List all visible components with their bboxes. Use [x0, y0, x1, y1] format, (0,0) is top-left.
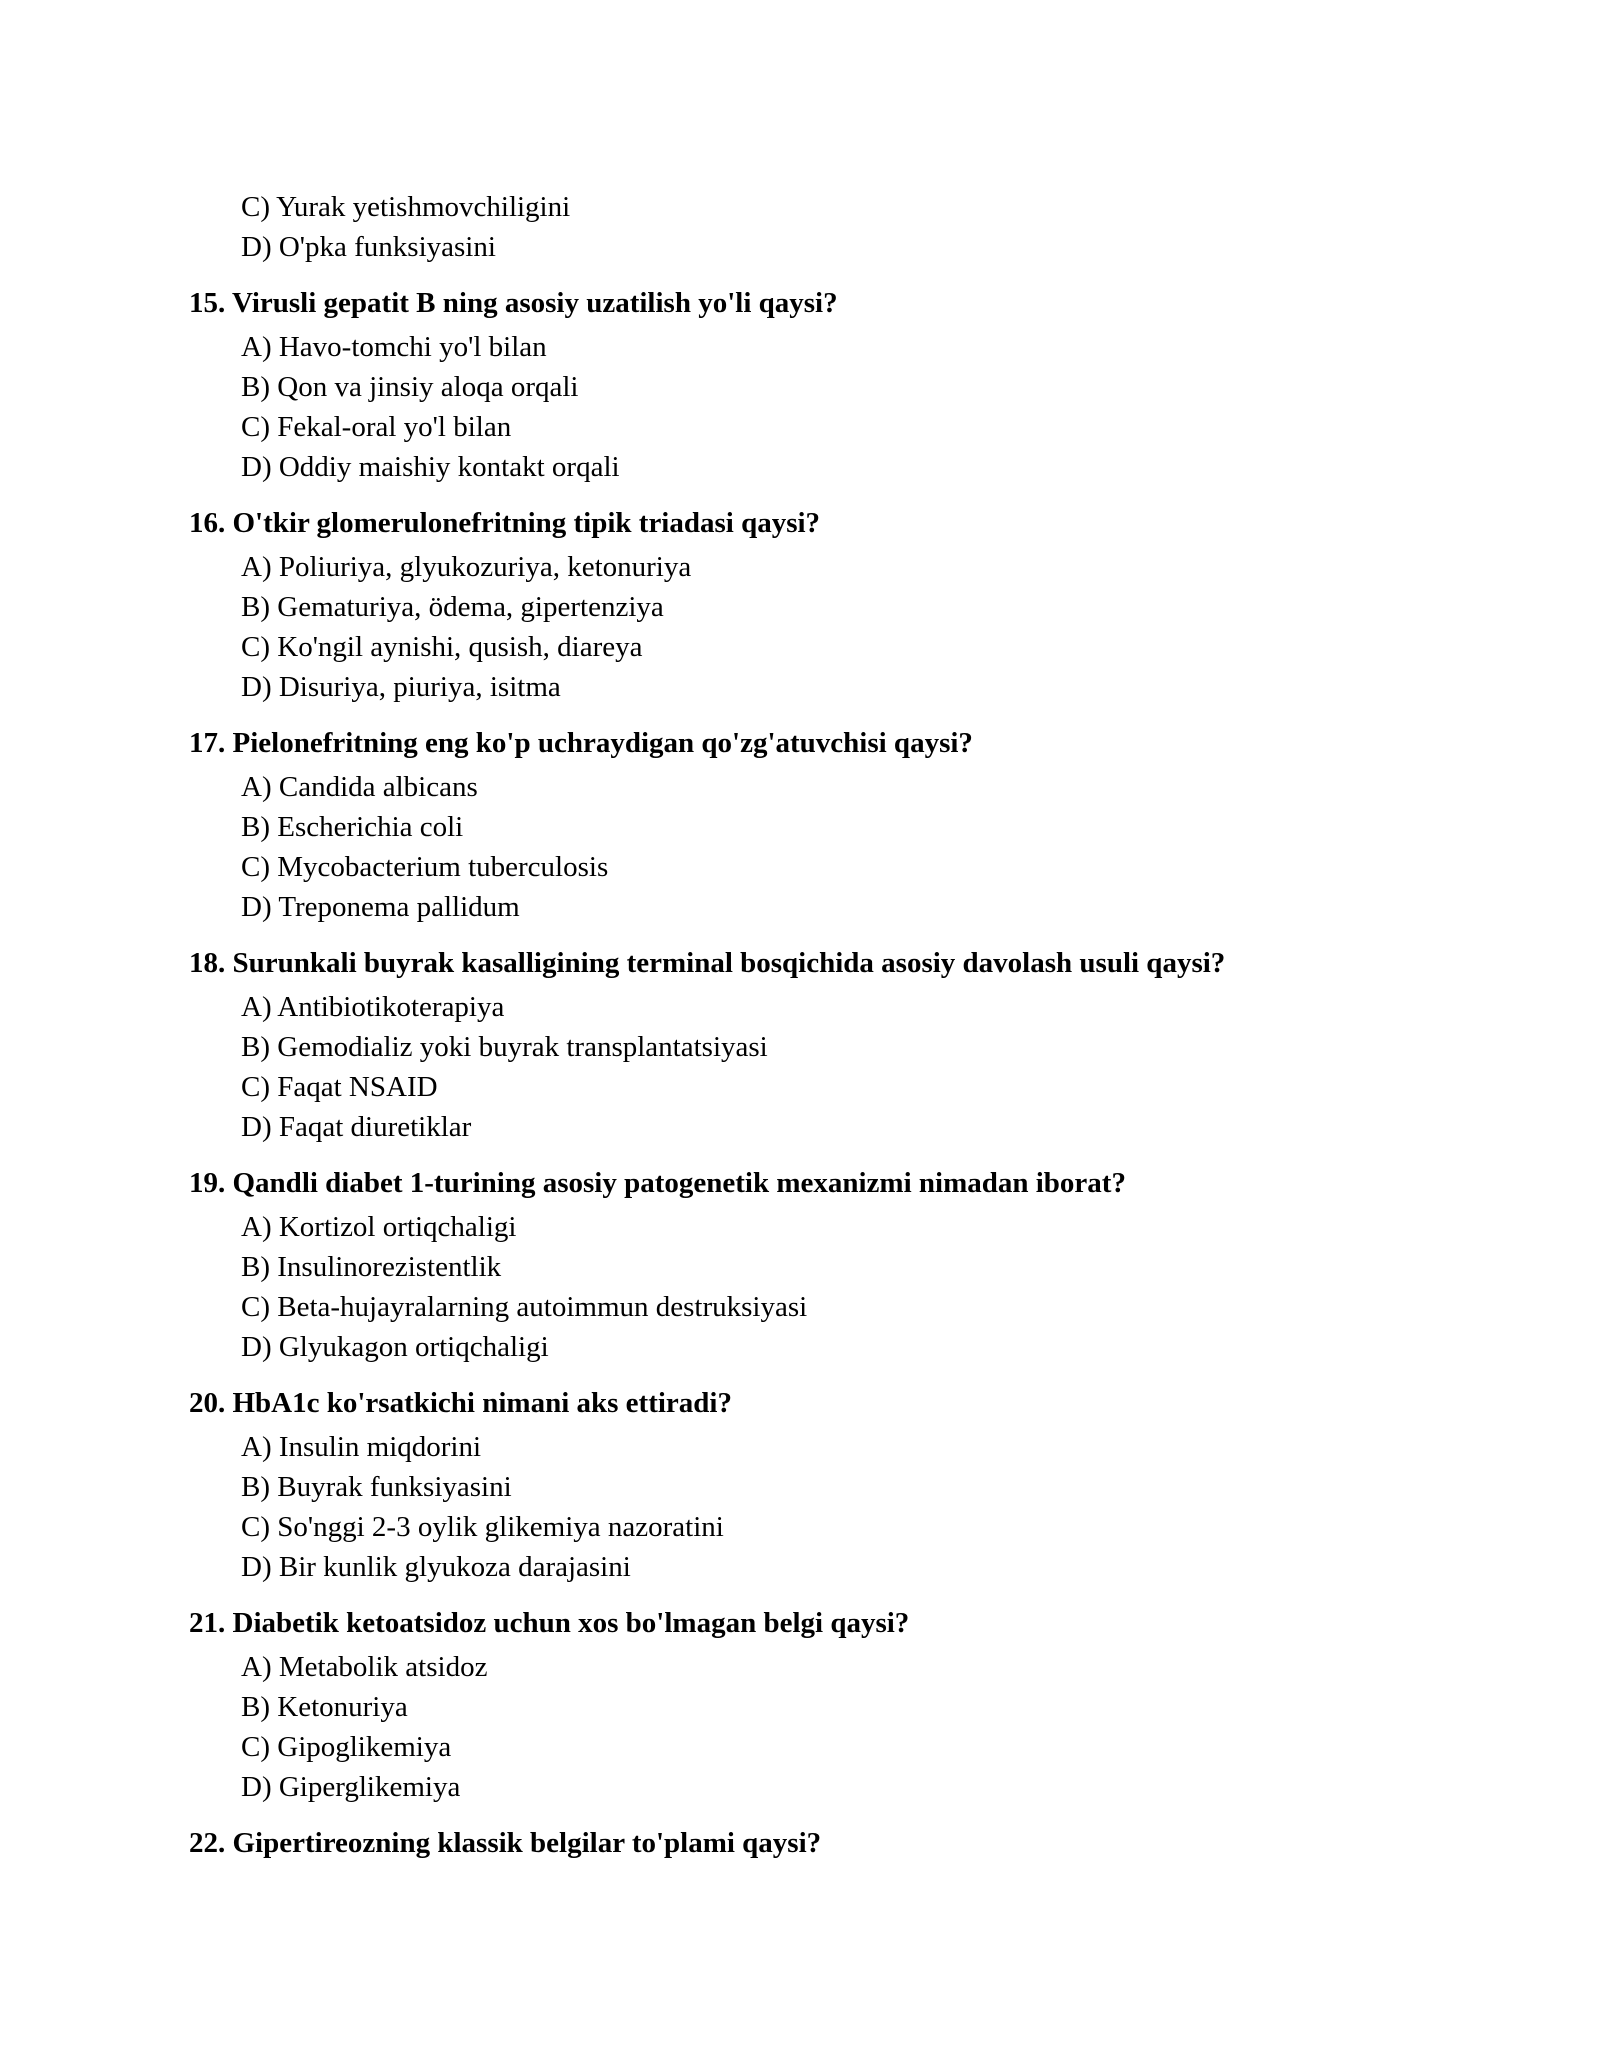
option-19-d: D) Glyukagon ortiqchaligi [241, 1331, 549, 1363]
option-18-c: C) Faqat NSAID [241, 1071, 438, 1103]
question-20-title: 20. HbA1c ko'rsatkichi nimani aks ettiradi? [189, 1387, 732, 1419]
option-20-a: A) Insulin miqdorini [241, 1431, 482, 1463]
option-19-a: A) Kortizol ortiqchaligi [241, 1211, 517, 1243]
option-18-d: D) Faqat diuretiklar [241, 1111, 472, 1143]
option-16-c: C) Ko'ngil aynishi, qusish, diareya [241, 631, 643, 663]
question-21-title: 21. Diabetik ketoatsidoz uchun xos bo'lmagan belgi qaysi? [189, 1607, 910, 1639]
option-15-b: B) Qon va jinsiy aloqa orqali [241, 371, 579, 403]
option-19-b: B) Insulinorezistentlik [241, 1251, 502, 1283]
option-21-a: A) Metabolik atsidoz [241, 1651, 488, 1683]
option-16-a: A) Poliuriya, glyukozuriya, ketonuriya [241, 551, 692, 583]
option-17-d: D) Treponema pallidum [241, 891, 520, 923]
question-22-title: 22. Gipertireozning klassik belgilar to'plami qaysi? [189, 1827, 822, 1859]
option-14-d: D) O'pka funksiyasini [241, 231, 496, 263]
option-17-a: A) Candida albicans [241, 771, 478, 803]
option-21-d: D) Giperglikemiya [241, 1771, 461, 1803]
question-16-title: 16. O'tkir glomerulonefritning tipik triadasi qaysi? [189, 507, 821, 539]
option-20-b: B) Buyrak funksiyasini [241, 1471, 512, 1503]
option-15-a: A) Havo-tomchi yo'l bilan [241, 331, 547, 363]
question-19-title: 19. Qandli diabet 1-turining asosiy patogenetik mexanizmi nimadan iborat? [189, 1167, 1126, 1199]
option-15-d: D) Oddiy maishiy kontakt orqali [241, 451, 620, 483]
option-19-c: C) Beta-hujayralarning autoimmun destruksiyasi [241, 1291, 808, 1323]
option-20-c: C) So'nggi 2-3 oylik glikemiya nazoratini [241, 1511, 724, 1543]
option-14-c: C) Yurak yetishmovchiligini [241, 191, 571, 223]
question-18-title: 18. Surunkali buyrak kasalligining terminal bosqichida asosiy davolash usuli qaysi? [189, 947, 1226, 979]
option-20-d: D) Bir kunlik glyukoza darajasini [241, 1551, 631, 1583]
option-15-c: C) Fekal-oral yo'l bilan [241, 411, 512, 443]
option-17-c: C) Mycobacterium tuberculosis [241, 851, 609, 883]
option-16-b: B) Gematuriya, ödema, gipertenziya [241, 591, 664, 623]
question-15-title: 15. Virusli gepatit B ning asosiy uzatilish yo'li qaysi? [189, 287, 838, 319]
question-17-title: 17. Pielonefritning eng ko'p uchraydigan qo'zg'atuvchisi qaysi? [189, 727, 973, 759]
option-18-b: B) Gemodializ yoki buyrak transplantatsiyasi [241, 1031, 768, 1063]
option-21-b: B) Ketonuriya [241, 1691, 408, 1723]
option-17-b: B) Escherichia coli [241, 811, 464, 843]
option-18-a: A) Antibiotikoterapiya [241, 991, 505, 1023]
option-21-c: C) Gipoglikemiya [241, 1731, 452, 1763]
option-16-d: D) Disuriya, piuriya, isitma [241, 671, 561, 703]
